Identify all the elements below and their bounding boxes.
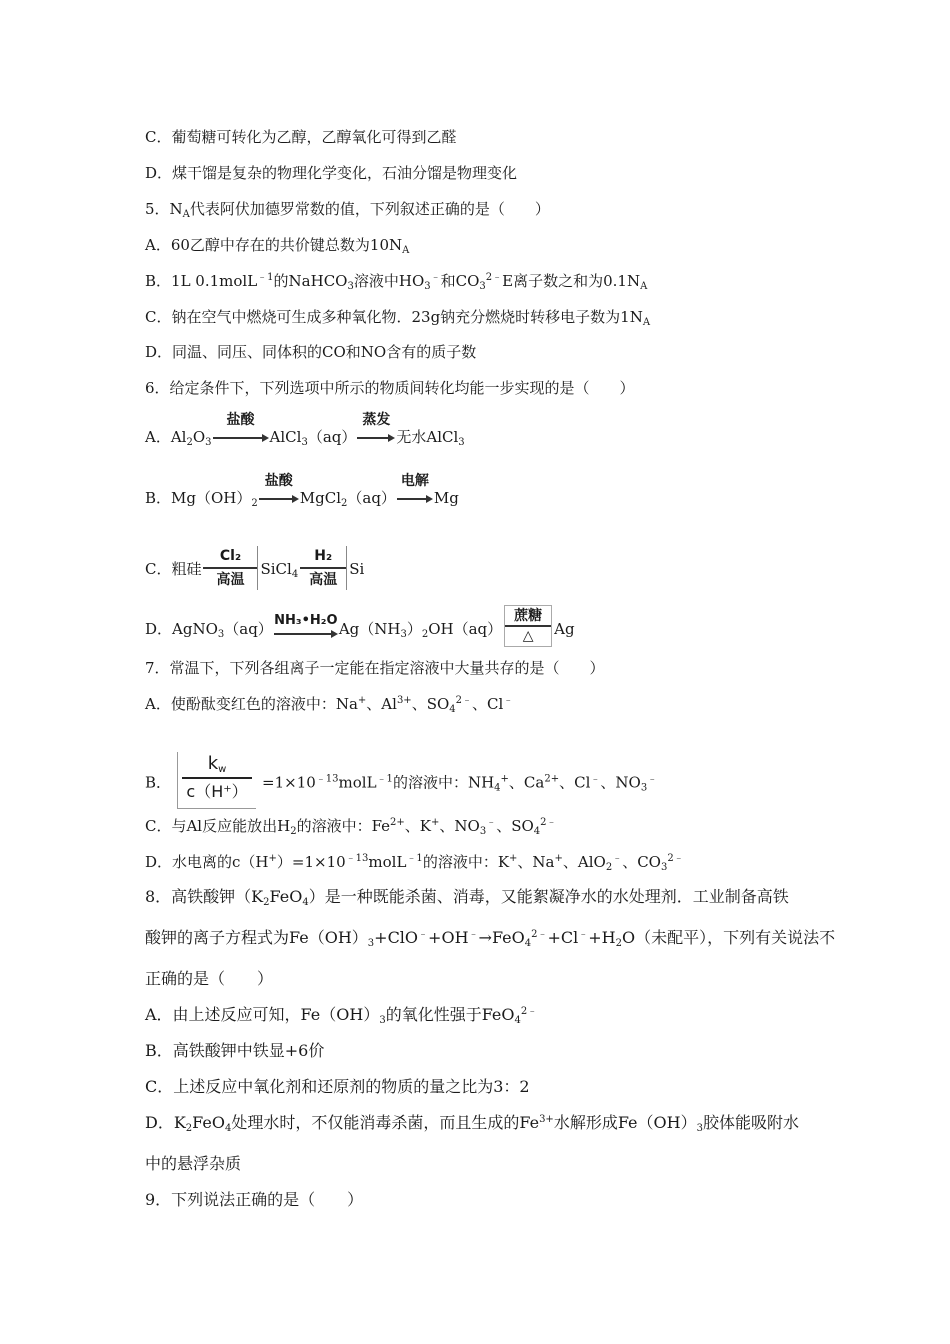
reaction-arrow: 蔗糖 △ — [504, 605, 552, 647]
q7-option-d: D．水电离的$c(H^+)=1\times 10^{﹣13}molL^{﹣1}$的溶液中：K+、Na+、AlO$_2$﹣、$CO_3^{2﹣}$ — [145, 853, 684, 873]
q5-option-b: B．1L 0.1molL$^{﹣1}$的NaHCO$_3$溶液中$HO_3^﹣$和$CO_3^{2﹣}E$离子数之和为$0.1N_A$ — [145, 272, 648, 292]
question-6: 6．给定条件下，下列选项中所示的物质间转化均能一步实现的是（ ） — [145, 379, 635, 397]
kw-fraction: $\frac{k_w}{c(H^+)}$ — [177, 752, 256, 809]
question-8-line-2: 酸钾的离子方程式为$Fe(OH)_3+ClO^﹣+OH^﹣\to FeO_4^{2﹣}+Cl^﹣+H_2O$（未配平），下列有关说法不 — [145, 928, 836, 949]
q7-option-a: A．使酚酞变红色的溶液中：Na+、$Al^{3+}$、$SO_4^{2﹣}$、Cl﹣ — [145, 695, 514, 715]
reaction-arrow: Cl₂ 高温 — [203, 546, 258, 590]
q8-option-d-line-2: 中的悬浮杂质 — [145, 1154, 242, 1173]
option-c-glucose: C．葡萄糖可转化为乙醇，乙醇氧化可得到乙醛 — [145, 128, 457, 146]
reaction-arrow: 盐酸 — [259, 489, 299, 509]
q7-option-b: B． $\frac{k_w}{c(H^+)}$ $=1\times 10^{﹣13}molL^{﹣1}$的溶液中：$NH_4^+$、$Ca^{2+}$、Cl﹣、$NO_3^﹣$ — [145, 755, 657, 812]
q8-option-c: C．上述反应中氧化剂和还原剂的物质的量之比为3：2 — [145, 1077, 530, 1096]
reaction-arrow: 电解 — [397, 489, 433, 509]
q6-option-b: B．$Mg(OH)_2$ 盐酸 MgCl$_2$（aq） 电解 Mg — [145, 473, 459, 509]
question-7: 7．常温下，下列各组离子一定能在指定溶液中大量共存的是（ ） — [145, 659, 605, 677]
option-d-coal: D．煤干馏是复杂的物理化学变化，石油分馏是物理变化 — [145, 164, 518, 182]
q6-option-d: D．AgNO$_3$（aq） NH₃•H₂O $Ag(NH_3)_2OH(aq)$ 蔗糖 △ Ag — [145, 609, 575, 651]
q8-option-d: D．$K_2FeO_4$处理水时，不仅能消毒杀菌，而且生成的$Fe^{3+}$水解形成$Fe(OH)_3$胶体能吸附水 — [145, 1113, 799, 1134]
question-5: 5．$N_A$代表阿伏加德罗常数的值，下列叙述正确的是（ ） — [145, 200, 550, 220]
question-9: 9．下列说法正确的是（ ） — [145, 1190, 364, 1209]
q5-option-c: C．钠在空气中燃烧可生成多种氧化物．23g钠充分燃烧时转移电子数为$1N_A$ — [145, 308, 651, 328]
q5-option-d: D．同温、同压、同体积的CO和NO含有的质子数 — [145, 343, 477, 361]
q8-option-a: A．由上述反应可知，$Fe(OH)_3$的氧化性强于FeO$_4^{2﹣}$ — [145, 1005, 538, 1026]
q7-option-c: C．与Al反应能放出$H_2$的溶液中：$Fe^{2+}$、K+、$NO_3^﹣$、$SO_4^{2﹣}$ — [145, 817, 557, 837]
question-8: 8．高铁酸钾$(K_2FeO_4)$是一种既能杀菌、消毒，又能絮凝净水的水处理剂．工业制备高铁 — [145, 887, 789, 908]
q6-option-c: C．粗硅 Cl₂ 高温 SiCl$_4$ H₂ 高温 Si — [145, 548, 365, 588]
q6-option-a: A．$Al_2O_3$ 盐酸 AlCl$_3$（aq） 蒸发 无水AlCl$_3$ — [145, 412, 465, 448]
reaction-arrow: NH₃•H₂O — [274, 619, 338, 641]
q5-option-a: A．60乙醇中存在的共价键总数为$10N_A$ — [145, 236, 410, 256]
reaction-arrow: 盐酸 — [213, 428, 269, 448]
reaction-arrow: H₂ 高温 — [300, 546, 347, 590]
reaction-arrow: 蒸发 — [357, 428, 395, 448]
q8-option-b: B．高铁酸钾中铁显+6价 — [145, 1041, 325, 1060]
question-8-line-3: 正确的是（ ） — [145, 969, 274, 988]
